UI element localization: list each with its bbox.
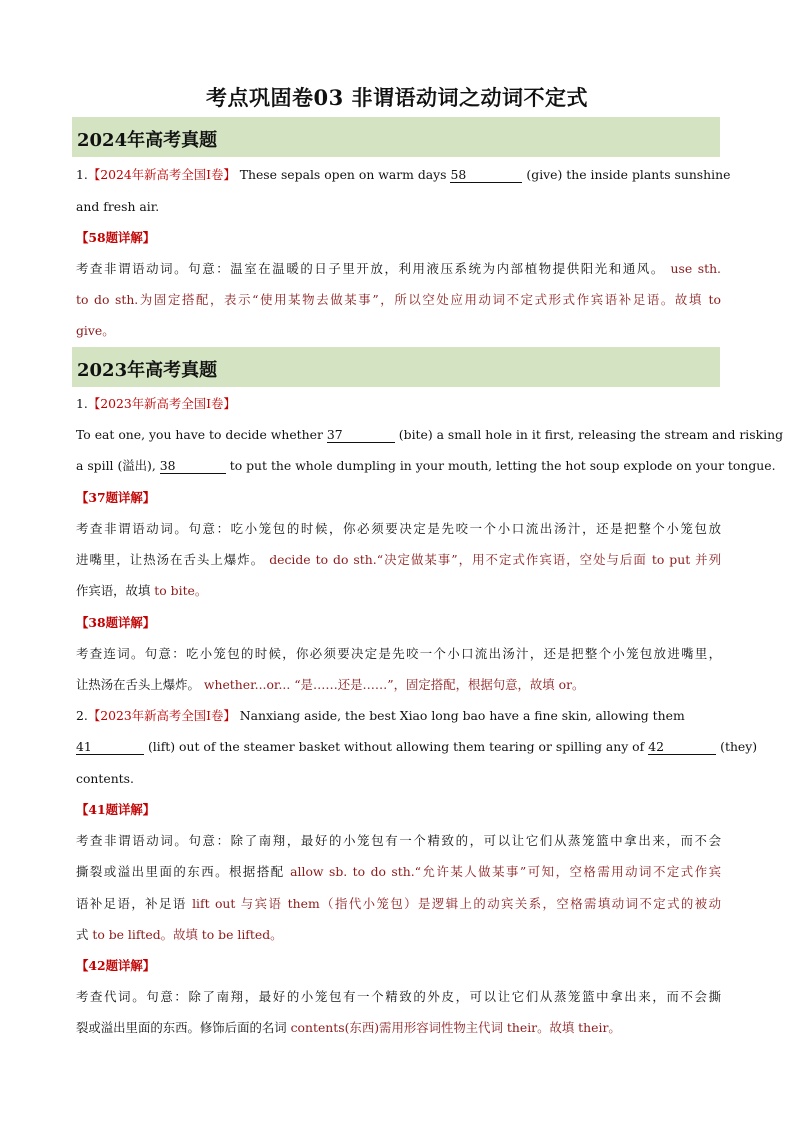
explanation-41-line2 [76, 863, 721, 881]
question-source: 【2023年新高考全国Ⅰ卷】 [87, 708, 236, 723]
blank-42: 42 [648, 740, 716, 755]
question-number: 2. [76, 708, 88, 723]
explanation-text: 撕裂或溢出里面的东西。根据搭配 [76, 864, 285, 879]
question-text: These sepals open on warm days [239, 167, 447, 182]
explanation-37-line3 [76, 582, 721, 600]
explanation-38-line2 [76, 676, 721, 694]
question-number: 1. [76, 396, 88, 411]
question-text: a spill (溢出), [76, 458, 156, 473]
explanation-highlight: to be lifted。故填 to be lifted。 [92, 927, 283, 942]
question-2024-1-line2: and fresh air. [76, 199, 160, 214]
question-2024-1-line1 [76, 166, 731, 184]
blank-38: 38 [160, 459, 226, 474]
explanation-text: 作宾语，故填 [76, 583, 151, 598]
explanation-text: 考查非谓语动词。句意：温室在温暖的日子里开放，利用液压系统为内部植物提供阳光和通风。 [76, 261, 665, 276]
explanation-highlight: to bite。 [154, 583, 208, 598]
explanation-58-line1 [76, 260, 721, 278]
explanation-highlight: decide to do sth.“决定做某事”，用不定式作宾语，空处与后面 to put 并列 [269, 552, 722, 567]
explanation-37-line2 [76, 551, 721, 569]
explanation-highlight: lift out 与宾语 them（指代小笼包）是逻辑上的动宾关系，空格需填动词不定式的被动 [192, 896, 721, 911]
explanation-41-line4 [76, 926, 721, 944]
explanation-text: 式 [76, 927, 89, 942]
question-2023-1-line1 [76, 426, 784, 444]
explanation-text: 语补足语，补足语 [76, 896, 187, 911]
explanation-header-42: 【42题详解】 [76, 958, 156, 973]
explanation-41-line1: 考查非谓语动词。句意：除了南翔，最好的小笼包有一个精致的，可以让它们从蒸笼篮中拿出来，而不会 [76, 833, 721, 848]
question-2023-2-line1 [76, 707, 721, 725]
explanation-highlight: whether...or... “是……还是……”，固定搭配，根据句意，故填 or。 [203, 677, 585, 692]
question-text: To eat one, you have to decide whether [76, 427, 323, 442]
section-heading-2023: 2023年高考真题 [77, 360, 218, 381]
explanation-highlight: contents(东西)需用形容词性物主代词 their。故填 their。 [290, 1020, 621, 1035]
explanation-text: 裂或溢出里面的东西。修饰后面的名词 [76, 1020, 287, 1035]
question-text: Nanxiang aside, the best Xiao long bao have a fine skin, allowing them [239, 708, 685, 723]
explanation-header-58: 【58题详解】 [76, 230, 156, 245]
explanation-42-line1: 考查代词。句意：除了南翔，最好的小笼包有一个精致的外皮，可以让它们从蒸笼篮中拿出来，而不会撕 [76, 989, 721, 1004]
explanation-58-line3: give。 [76, 323, 115, 338]
question-text: (they) [720, 739, 758, 754]
explanation-header-41: 【41题详解】 [76, 802, 156, 817]
question-2023-2-line3: contents. [76, 771, 134, 786]
question-source: 【2023年新高考全国Ⅰ卷】 [87, 396, 236, 411]
question-2023-2-line2 [76, 738, 758, 756]
section-heading-band-2023 [72, 347, 720, 387]
explanation-text: 让热汤在舌头上爆炸。 [76, 677, 200, 692]
explanation-highlight: allow sb. to do sth.“允许某人做某事”可知，空格需用动词不定式作宾 [290, 864, 721, 879]
blank-41: 41 [76, 740, 144, 755]
question-text: (give) the inside plants sunshine [526, 167, 731, 182]
explanation-38-line1: 考查连词。句意：吃小笼包的时候，你必须要决定是先咬一个小口流出汤汁，还是把整个小笼包放进嘴里， [76, 646, 721, 661]
explanation-42-line2 [76, 1019, 721, 1037]
explanation-58-line2: to do sth.为固定搭配，表示“使用某物去做某事”，所以空处应用动词不定式形式作宾语补足语。故填 to [76, 292, 721, 307]
explanation-41-line3 [76, 895, 721, 913]
explanation-37-line1: 考查非谓语动词。句意：吃小笼包的时候，你必须要决定是先咬一个小口流出汤汁，还是把整个小笼包放 [76, 521, 721, 536]
explanation-header-37: 【37题详解】 [76, 490, 156, 505]
question-2023-1-line2 [76, 457, 776, 475]
section-heading-band-2024 [72, 117, 720, 157]
question-number: 1. [76, 167, 88, 182]
blank-37: 37 [327, 428, 395, 443]
question-text: to put the whole dumpling in your mouth, letting the hot soup explode on your tongue. [229, 458, 776, 473]
question-text: (bite) a small hole in it first, releasing the stream and risking [398, 427, 784, 442]
blank-58: 58 [450, 168, 522, 183]
question-2023-1-header [76, 395, 721, 413]
page-title: 考点巩固卷03 非谓语动词之动词不定式 [205, 85, 589, 110]
explanation-header-38: 【38题详解】 [76, 615, 156, 630]
question-source: 【2024年新高考全国Ⅰ卷】 [87, 167, 236, 182]
section-heading-2024: 2024年高考真题 [77, 130, 218, 151]
question-text: (lift) out of the steamer basket without allowing them tearing or spilling any of [147, 739, 645, 754]
explanation-text: 进嘴里，让热汤在舌头上爆炸。 [76, 552, 265, 567]
explanation-highlight: use sth. [670, 261, 721, 276]
